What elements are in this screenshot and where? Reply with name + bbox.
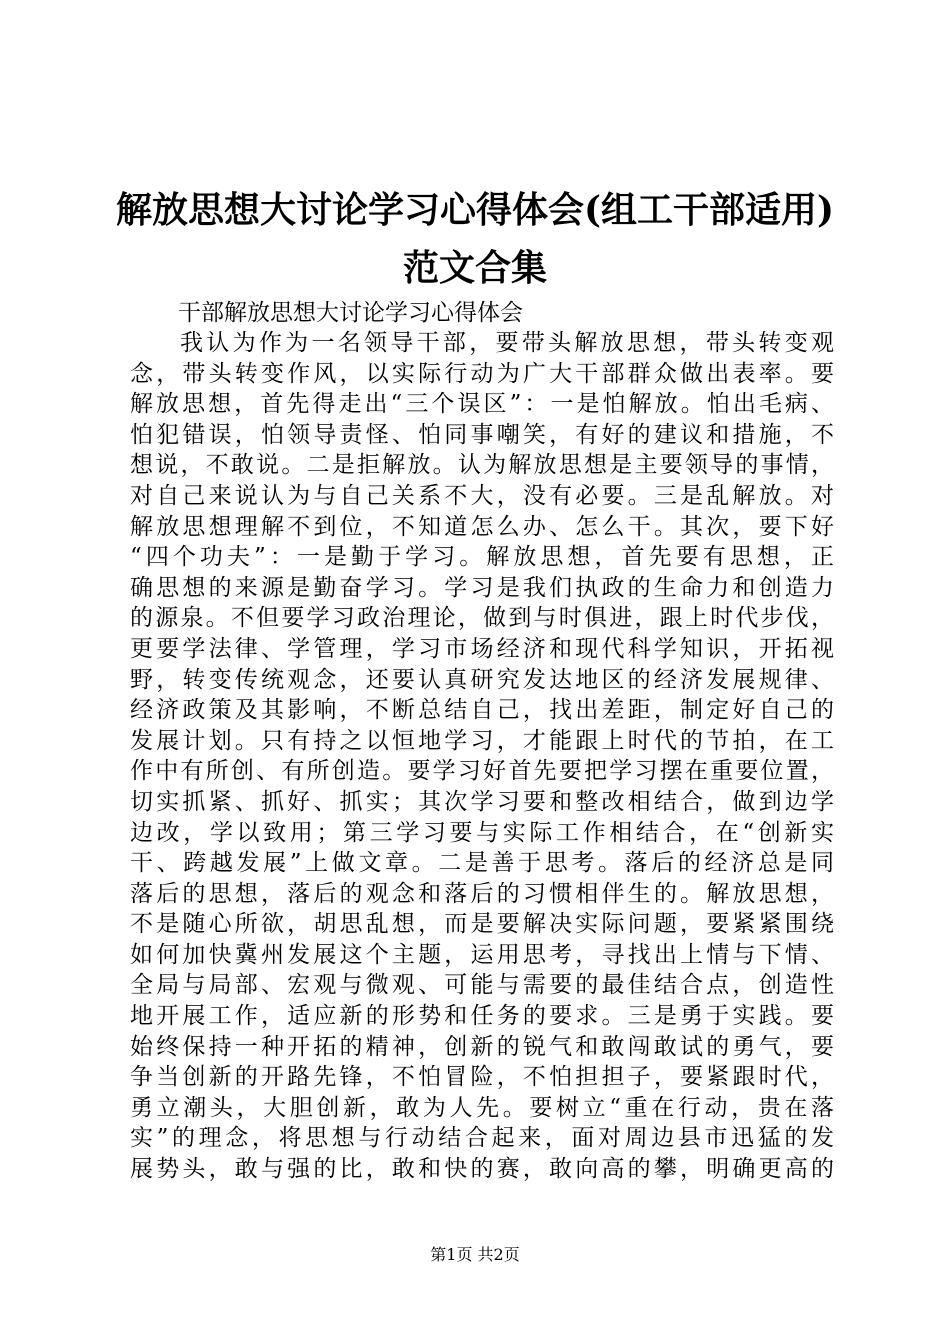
- document-title-line-2: 范文合集: [402, 247, 547, 289]
- body-line: 切实抓紧、抓好、抓实；其次学习要和整改相结合，做到边学: [130, 788, 834, 815]
- body-line: 地开展工作，适应新的形势和任务的要求。三是勇于实践。要: [130, 1003, 834, 1030]
- body-line: 争当创新的开路先锋，不怕冒险，不怕担担子，要紧跟时代，: [130, 1064, 834, 1091]
- document-title-line-1: 解放思想大讨论学习心得体会(组工干部适用): [115, 189, 835, 231]
- body-line: 解放思想，首先得走出“三个误区”：一是怕解放。怕出毛病、: [130, 391, 834, 418]
- body-line: 边改，学以致用；第三学习要与实际工作相结合，在“创新实: [130, 819, 834, 846]
- body-line: 解放思想理解不到位，不知道怎么办、怎么干。其次，要下好: [130, 513, 834, 540]
- body-line: 勇立潮头，大胆创新，敢为人先。要树立“重在行动，贵在落: [130, 1094, 834, 1121]
- body-line: 不是随心所欲，胡思乱想，而是要解决实际问题，要紧紧围绕: [130, 911, 834, 938]
- body-line: 确思想的来源是勤奋学习。学习是我们执政的生命力和创造力: [130, 574, 834, 601]
- body-line: 的源泉。不但要学习政治理论，做到与时俱进，跟上时代步伐，: [130, 605, 834, 632]
- page-number-footer: 第1页 共2页: [430, 1245, 520, 1264]
- body-line: 对自己来说认为与自己关系不大，没有必要。三是乱解放。对: [130, 482, 834, 509]
- body-line: 更要学法律、学管理，学习市场经济和现代科学知识，开拓视: [130, 635, 834, 662]
- body-line: 如何加快冀州发展这个主题，运用思考，寻找出上情与下情、: [130, 941, 834, 968]
- body-line: 念，带头转变作风，以实际行动为广大干部群众做出表率。要: [130, 360, 834, 387]
- body-line: 落后的思想，落后的观念和落后的习惯相伴生的。解放思想，: [130, 880, 834, 907]
- body-line: 展势头，敢与强的比，敢和快的赛，敢向高的攀，明确更高的: [130, 1156, 834, 1183]
- body-line: 发展计划。只有持之以恒地学习，才能跟上时代的节拍，在工: [130, 727, 834, 754]
- document-subheading: 干部解放思想大讨论学习心得体会: [178, 300, 523, 326]
- body-line: 想说，不敢说。二是拒解放。认为解放思想是主要领导的事情，: [130, 452, 834, 479]
- body-line: 经济政策及其影响，不断总结自己，找出差距，制定好自己的: [130, 697, 834, 724]
- body-line: 我认为作为一名领导干部，要带头解放思想，带头转变观: [180, 330, 834, 356]
- body-line: 怕犯错误，怕领导责怪、怕同事嘲笑，有好的建议和措施，不: [130, 421, 834, 448]
- document-body: [130, 328, 834, 1185]
- body-line: 干、跨越发展”上做文章。二是善于思考。落后的经济总是同: [130, 850, 834, 877]
- body-line: 全局与局部、宏观与微观、可能与需要的最佳结合点，创造性: [130, 972, 834, 999]
- body-line: 实”的理念，将思想与行动结合起来，面对周边县市迅猛的发: [130, 1125, 834, 1152]
- body-line: 野，转变传统观念，还要认真研究发达地区的经济发展规律、: [130, 666, 834, 693]
- body-line: 作中有所创、有所创造。要学习好首先要把学习摆在重要位置，: [130, 758, 834, 785]
- body-line: 始终保持一种开拓的精神，创新的锐气和敢闯敢试的勇气，要: [130, 1033, 834, 1060]
- body-line: “四个功夫”：一是勤于学习。解放思想，首先要有思想，正: [130, 544, 834, 571]
